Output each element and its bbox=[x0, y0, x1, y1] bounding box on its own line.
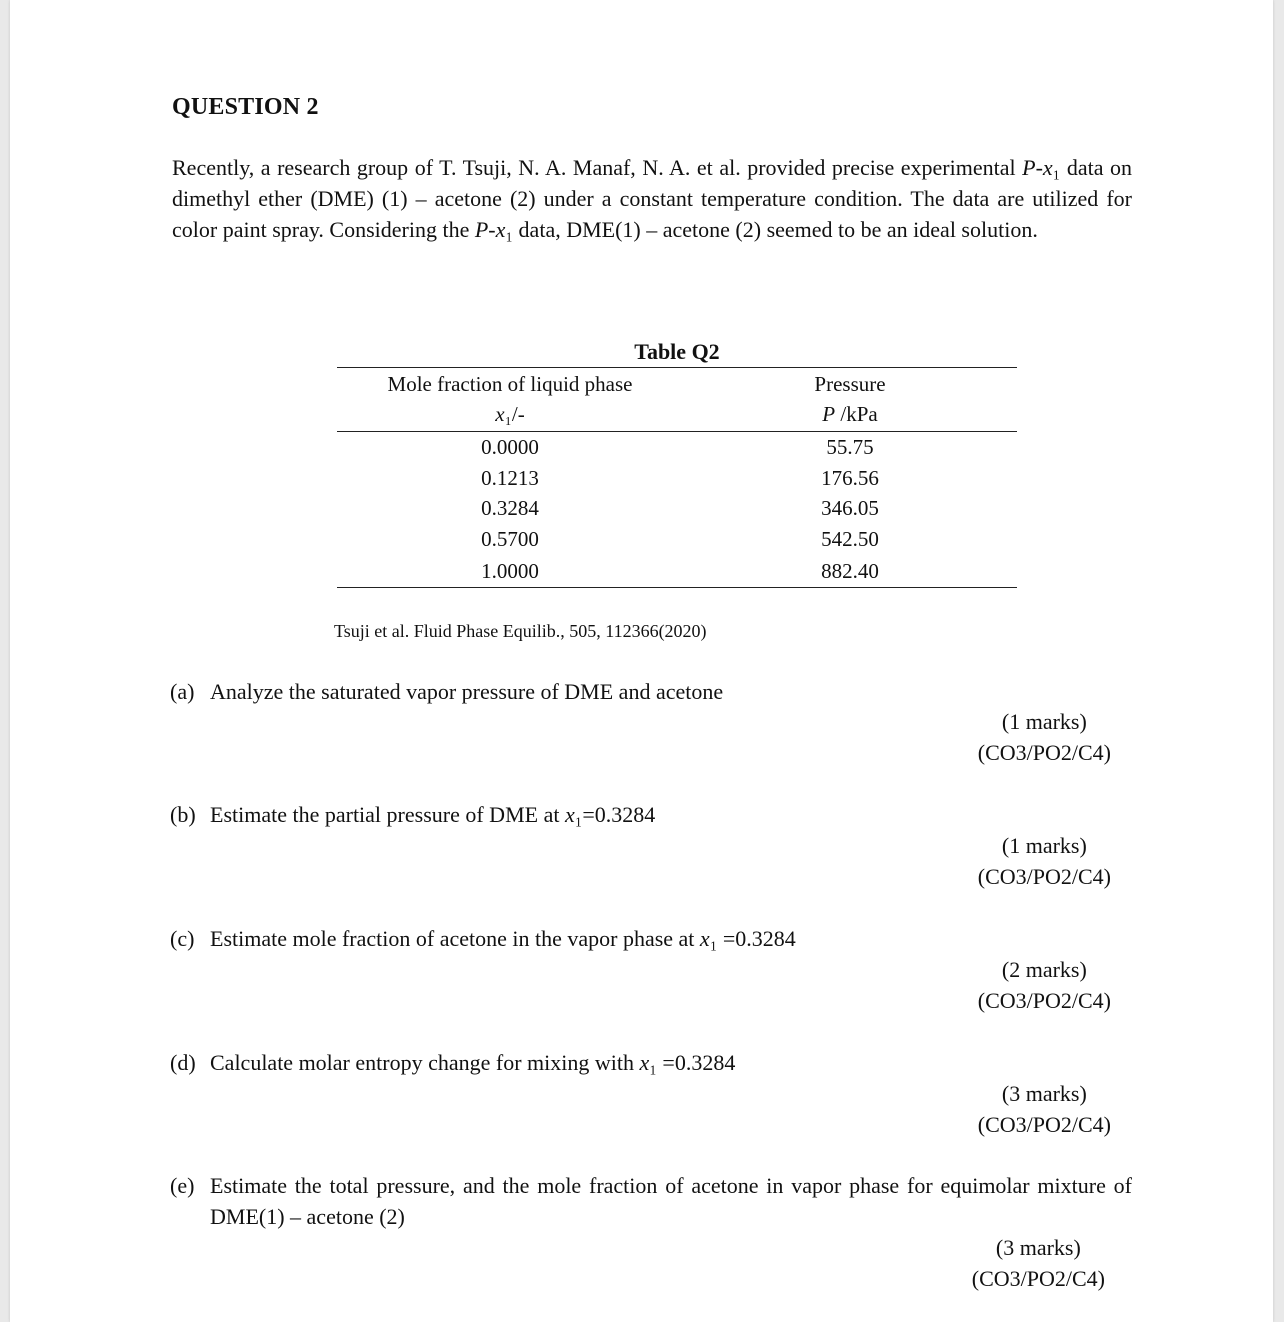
question-e bbox=[170, 1170, 1132, 1232]
table-cell-x1: 0.5700 bbox=[481, 527, 539, 551]
table-cell-x1: 1.0000 bbox=[481, 559, 539, 583]
table-cell-x1: 0.1213 bbox=[481, 466, 539, 490]
marks-c bbox=[978, 954, 1111, 1016]
table-col2-unit: P /kPa bbox=[822, 402, 878, 426]
marks-value: (1 marks) bbox=[1001, 709, 1087, 734]
question-a bbox=[170, 676, 723, 707]
marks-e bbox=[972, 1232, 1105, 1294]
question-label: (a) bbox=[170, 679, 195, 704]
table-source: Tsuji et al. Fluid Phase Equilib., 505, 112366(2020) bbox=[334, 621, 707, 641]
question-label: (c) bbox=[170, 926, 195, 951]
question-text: Estimate the total pressure, and the mole fraction of acetone in vapor phase for equimolar mixture of DME(1) – acetone (2) bbox=[210, 1173, 1132, 1229]
question-d bbox=[170, 1047, 735, 1078]
document-page bbox=[10, 0, 1273, 1322]
table-cell-pressure: 346.05 bbox=[821, 496, 879, 520]
table-cell-pressure: 882.40 bbox=[821, 559, 879, 583]
question-title: QUESTION 2 bbox=[172, 94, 319, 120]
question-label: (b) bbox=[170, 802, 196, 827]
question-text: Estimate mole fraction of acetone in the vapor phase at x₁ =0.3284 bbox=[210, 926, 796, 951]
marks-d bbox=[978, 1078, 1111, 1140]
marks-value: (3 marks) bbox=[995, 1235, 1081, 1260]
table-col1-header: Mole fraction of liquid phase bbox=[387, 372, 633, 396]
question-b bbox=[170, 799, 655, 830]
table-col1-unit: x₁/- bbox=[495, 402, 525, 426]
marks-value: (3 marks) bbox=[1001, 1081, 1087, 1106]
table-cell-pressure: 55.75 bbox=[826, 435, 874, 459]
intro-paragraph: Recently, a research group of T. Tsuji, N. A. Manaf, N. A. et al. provided precise experimental P-x₁ data on dimethyl ether (DME) (1) – acetone (2) under a constant temperature condition. The data are utilized for color paint spray. Considering the P-x₁ data, DME(1) – acetone (2) seemed to be an ideal solution. bbox=[172, 155, 1133, 242]
marks-a bbox=[978, 706, 1111, 768]
table-title: Table Q2 bbox=[634, 339, 720, 364]
question-text: Calculate molar entropy change for mixing with x₁ =0.3284 bbox=[210, 1050, 736, 1075]
question-label: (d) bbox=[170, 1050, 196, 1075]
question-c bbox=[170, 923, 796, 954]
table-cell-x1: 0.3284 bbox=[481, 496, 539, 520]
outcome-code: (CO3/PO2/C4) bbox=[977, 864, 1111, 889]
outcome-code: (CO3/PO2/C4) bbox=[977, 988, 1111, 1013]
outcome-code: (CO3/PO2/C4) bbox=[977, 740, 1111, 765]
table-cell-pressure: 176.56 bbox=[821, 466, 879, 490]
table-col2-header: Pressure bbox=[814, 372, 886, 396]
marks-value: (2 marks) bbox=[1001, 957, 1087, 982]
question-text: Analyze the saturated vapor pressure of DME and acetone bbox=[210, 679, 724, 704]
outcome-code: (CO3/PO2/C4) bbox=[977, 1112, 1111, 1137]
table-cell-x1: 0.0000 bbox=[481, 435, 539, 459]
marks-value: (1 marks) bbox=[1001, 833, 1087, 858]
marks-b bbox=[978, 830, 1111, 892]
question-text: Estimate the partial pressure of DME at x₁=0.3284 bbox=[210, 802, 656, 827]
question-label: (e) bbox=[170, 1173, 195, 1198]
outcome-code: (CO3/PO2/C4) bbox=[971, 1266, 1105, 1291]
table-header-rule bbox=[337, 431, 1017, 432]
table-top-rule bbox=[337, 367, 1017, 368]
table-bottom-rule bbox=[337, 587, 1017, 588]
table-cell-pressure: 542.50 bbox=[821, 527, 879, 551]
